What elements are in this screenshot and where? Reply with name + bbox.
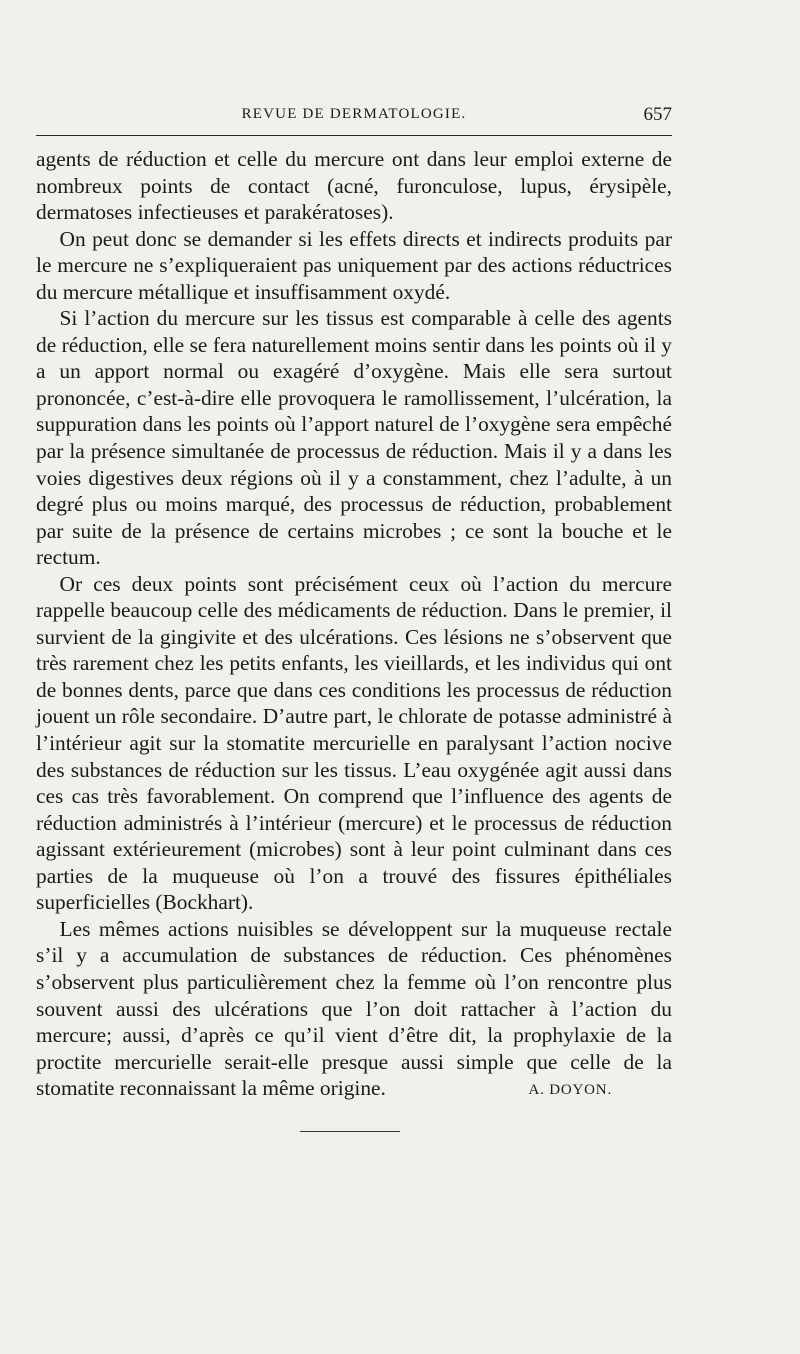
paragraph-5 (36, 916, 672, 1102)
page-number: 657 (643, 104, 672, 125)
header-rule (36, 135, 672, 136)
paragraph-4: Or ces deux points sont précisément ceux où l’action du mercure rappelle beaucoup celle des médicaments de réduction. Dans le premier, il survient de la gingivite et des ulcérations. Ces lésions ne s’observent que très rarement chez les petits enfants, les vieillards, et les individus qui ont de bonnes dents, parce que dans ces conditions les processus de réduction jouent un rôle secondaire. D’autre part, le chlorate de potasse administré à l’intérieur agit sur la stomatite mercurielle en paralysant l’action nocive des substances de réduction sur les tissus. L’eau oxygénée agit aussi dans ces cas très favorablement. On comprend que l’influence des agents de réduction administrés à l’intérieur (mercure) et le processus de réduction agissant extérieurement (microbes) sont à leur point culminant dans ces parties de la muqueuse où l’on a trouvé des fissures épithéliales superficielles (Bockhart). (36, 571, 672, 915)
running-title: REVUE DE DERMATOLOGIE. (241, 106, 467, 122)
paragraph-3: Si l’action du mercure sur les tissus est comparable à celle des agents de réduction, elle se fera naturellement moins sentir dans les points où il y a un apport normal ou exagéré d’oxygène. Mais elle sera surtout prononcée, c’est-à-dire elle provoquera le ramollissement, l’ulcération, la suppuration dans les points où l’apport naturel de l’oxygène sera empêché par la présence simultanée de processus de réduction. Mais il y a dans les voies digestives deux régions où il y a constamment, chez l’adulte, à un degré plus ou moins marqué, des processus de réduction, probablement par suite de la présence de certains microbes ; ce sont la bouche et le rectum. (36, 306, 672, 570)
article-body (36, 146, 672, 1104)
running-head (36, 104, 672, 130)
paragraph-1: agents de réduction et celle du mercure ont dans leur emploi externe de nombreux points de contact (acné, furonculose, lupus, érysipèle, dermatoses infectieuses et parakératoses). (36, 147, 672, 225)
paragraph-2: On peut donc se demander si les effets directs et indirects produits par le mercure ne s’expliqueraient pas uniquement par des actions réductrices du mercure métallique et insuffisamment oxydé. (36, 226, 672, 304)
author-signature: A. DOYON. (528, 1082, 612, 1099)
paragraph-5-text: Les mêmes actions nuisibles se développent sur la muqueuse rectale s’il y a accumulation de substances de réduction. Ces phénomènes s’observent plus particulièrement chez la femme où l’on rencontre plus souvent aussi des ulcérations que l’on doit rattacher à l’action du mercure; aussi, d’après ce qu’il vient d’être dit, la prophylaxie de la proctite mercurielle serait-elle presque aussi simple que celle de la stomatite reconnaissant la même origine. (36, 916, 672, 1101)
end-rule (300, 1131, 400, 1132)
